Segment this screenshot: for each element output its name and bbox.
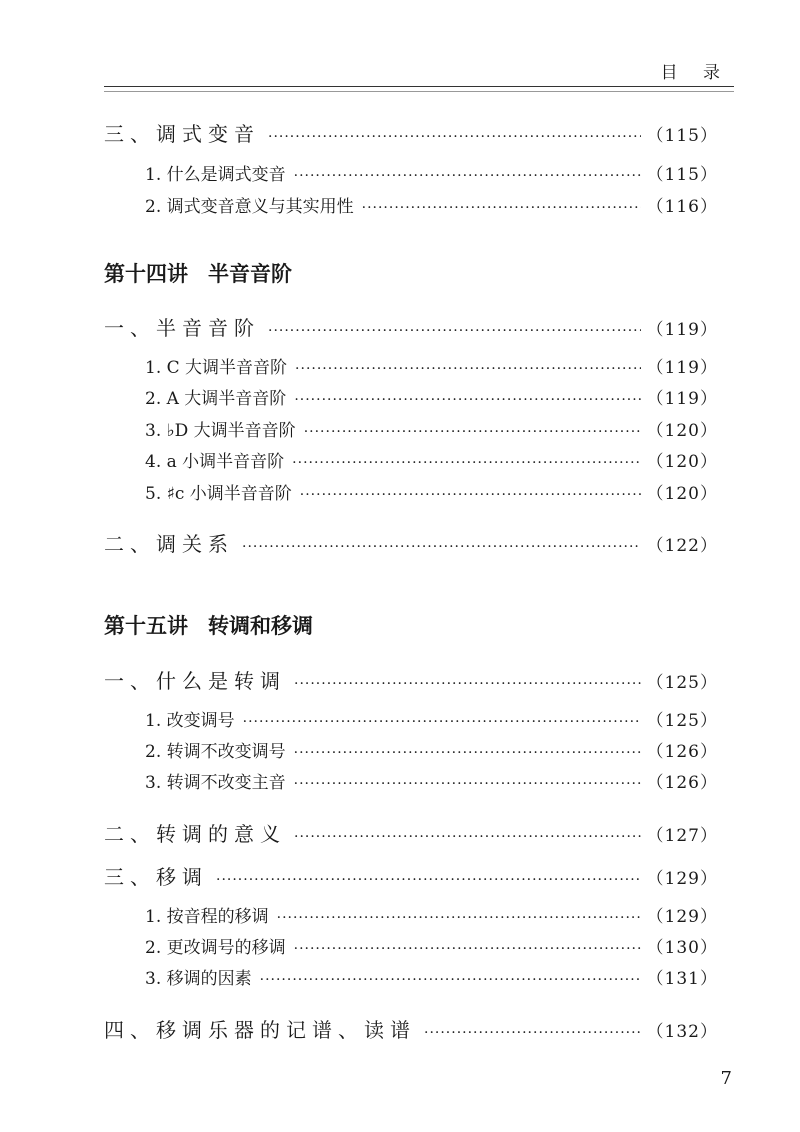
dot-leader [216,872,641,888]
toc-entry-label: 二、转调的意义 [104,822,286,846]
toc-section-entry[interactable] [104,312,718,341]
running-header-title: 目 录 [660,63,730,83]
dot-leader [243,714,641,730]
toc-entry-label: 3. ♭D 大调半音音阶 [145,421,296,441]
dot-leader [304,424,641,440]
dot-leader [294,776,641,792]
toc-subentry[interactable] [145,768,718,793]
toc-subentry[interactable] [145,353,718,378]
toc-section-entry[interactable] [104,861,718,890]
dot-leader [294,676,641,692]
toc-entry-label: 2. 转调不改变调号 [145,742,286,762]
chapter-heading[interactable] [104,610,313,640]
chapter-number: 第十四讲 [104,262,188,286]
toc-entry-page: （122） [646,536,718,556]
dot-leader [292,455,640,471]
toc-entry-label: 3. 转调不改变主音 [145,773,286,793]
toc-subentry[interactable] [145,384,718,409]
toc-entry-page: （130） [646,938,718,958]
toc-subentry[interactable] [145,964,718,989]
chapter-title: 转调和移调 [208,614,313,638]
toc-entry-page: （131） [646,969,718,989]
toc-entry-label: 1. 什么是调式变音 [145,165,286,185]
dot-leader [268,323,641,339]
toc-entry-label: 3. 移调的因素 [145,969,252,989]
toc-entry-label: 四、移调乐器的记谱、读谱 [104,1018,416,1042]
toc-subentry[interactable] [145,192,718,217]
dot-leader [294,745,641,761]
toc-section-entry[interactable] [104,118,718,147]
toc-subentry[interactable] [145,737,718,762]
dot-leader [300,487,641,503]
toc-subentry[interactable] [145,160,718,185]
dot-leader [294,392,640,408]
dot-leader [277,910,641,926]
page-number: 7 [720,1068,732,1089]
toc-entry-label: 5. ♯c 小调半音音阶 [145,484,292,504]
toc-subentry[interactable] [145,447,718,472]
toc-subentry[interactable] [145,933,718,958]
toc-entry-page: （127） [646,826,718,846]
toc-entry-label: 1. 改变调号 [145,711,235,731]
toc-entry-label: 一、什么是转调 [104,669,286,693]
toc-entry-page: （129） [646,869,718,889]
toc-entry-page: （115） [646,165,718,185]
toc-entry-label: 2. A 大调半音音阶 [145,389,287,409]
toc-entry-page: （115） [646,126,718,146]
toc-entry-page: （126） [646,773,718,793]
toc-entry-label: 三、调式变音 [104,122,260,146]
toc-entry-page: （129） [646,907,718,927]
toc-section-entry[interactable] [104,818,718,847]
dot-leader [295,361,641,377]
dot-leader [294,168,641,184]
toc-entry-page: （119） [646,358,718,378]
toc-entry-page: （119） [646,320,718,340]
toc-entry-label: 1. C 大调半音音阶 [145,358,288,378]
chapter-heading[interactable] [104,258,292,288]
dot-leader [424,1025,641,1041]
toc-section-entry[interactable] [104,665,718,694]
toc-section-entry[interactable] [104,1014,718,1043]
toc-subentry[interactable] [145,902,718,927]
toc-entry-label: 二、调关系 [104,532,234,556]
toc-entry-label: 1. 按音程的移调 [145,907,269,927]
toc-subentry[interactable] [145,416,718,441]
chapter-title: 半音音阶 [208,262,292,286]
toc-section-entry[interactable] [104,528,718,557]
toc-entry-label: 2. 更改调号的移调 [145,938,286,958]
toc-entry-page: （126） [646,742,718,762]
toc-subentry[interactable] [145,479,718,504]
dot-leader [362,200,641,216]
toc-subentry[interactable] [145,706,718,731]
toc-entry-label: 2. 调式变音意义与其实用性 [145,197,354,217]
toc-entry-label: 一、半音音阶 [104,316,260,340]
toc-entry-page: （120） [646,421,718,441]
toc-entry-label: 4. a 小调半音音阶 [145,452,285,472]
toc-entry-page: （125） [646,711,718,731]
dot-leader [260,972,641,988]
toc-entry-page: （119） [646,389,718,409]
toc-entry-label: 三、移调 [104,865,208,889]
toc-entry-page: （120） [646,484,718,504]
toc-entry-page: （132） [646,1022,718,1042]
dot-leader [242,539,641,555]
header-rule-thin [104,91,734,92]
chapter-number: 第十五讲 [104,614,188,638]
dot-leader [294,829,641,845]
dot-leader [268,129,641,145]
header-rule [104,86,734,87]
dot-leader [294,941,641,957]
toc-entry-page: （116） [646,197,718,217]
toc-entry-page: （120） [646,452,718,472]
toc-entry-page: （125） [646,673,718,693]
